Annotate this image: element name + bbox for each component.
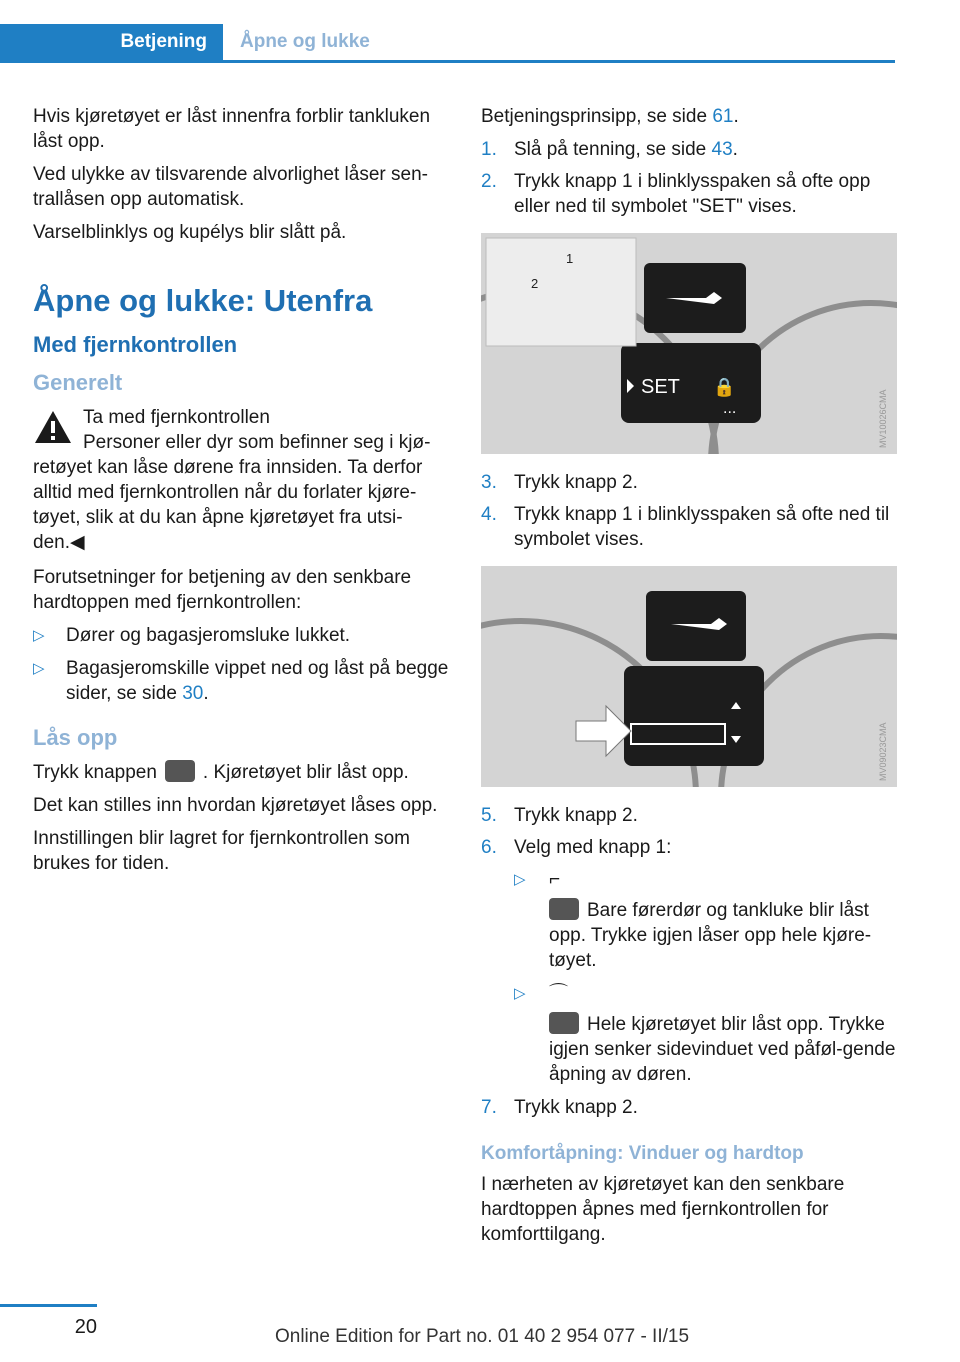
step-item: 7. Trykk knapp 2. bbox=[481, 1097, 638, 1118]
paragraph: Forutsetninger for betjening av den senkbare hardtoppen med fjernkontrollen: bbox=[33, 567, 412, 613]
remote-unlock-icon bbox=[549, 898, 579, 920]
paragraph: Ved ulykke av tilsvarende alvorlighet låser sen‐trallåsen opp automatisk. bbox=[33, 164, 428, 210]
door-symbol-icon: ⌐ bbox=[549, 869, 561, 890]
instrument-cluster-illustration bbox=[481, 233, 897, 454]
svg-text:1: 1 bbox=[566, 251, 574, 266]
car-symbol-icon: ⌒ bbox=[549, 983, 569, 1004]
footer-rule bbox=[0, 1304, 97, 1307]
step-item: 1. Slå på tenning, se side 43. bbox=[481, 139, 738, 160]
step-item: 4. Trykk knapp 1 i blinklysspaken så ofte ned til symbolet vises. bbox=[481, 504, 890, 550]
header-tabbar bbox=[0, 24, 895, 63]
step-item: 3. Trykk knapp 2. bbox=[481, 472, 638, 493]
remote-unlock-icon bbox=[549, 1012, 579, 1034]
step-item: 2. Trykk knapp 1 i blinklysspaken så ofte opp eller ned til symbolet "SET" vises. bbox=[481, 171, 871, 217]
option-driver-door: ▷ ⌐ Bare førerdør og tankluke blir låst opp. Trykke igjen låser opp hele kjøre‐tøyet. bbox=[481, 867, 901, 973]
instrument-cluster-illustration bbox=[481, 566, 897, 787]
bullet-triangle-icon: ▷ bbox=[33, 627, 45, 644]
warning-title: Ta med fjernkontrollen bbox=[83, 407, 270, 428]
figure-unlock-menu bbox=[481, 566, 897, 787]
warning-text: Personer eller dyr som befinner seg i kjø‐ bbox=[83, 432, 431, 453]
tab-apne-og-lukke[interactable]: Åpne og lukke bbox=[240, 31, 370, 52]
subsection-title: Med fjernkontrollen bbox=[33, 332, 238, 357]
list-item: ▷ Bagasjeromskille vippet ned og låst på begge sider, se side 30. bbox=[33, 658, 449, 704]
subheading-las-opp: Lås opp bbox=[33, 725, 118, 750]
footer-edition: Online Edition for Part no. 01 40 2 954 077 - II/15 bbox=[274, 1326, 690, 1347]
paragraph: Det kan stilles inn hvordan kjøretøyet låses opp. bbox=[33, 795, 438, 816]
option-all-doors: ▷ ⌒ Hele kjøretøyet blir låst opp. Trykke igjen senker sidevinduet ved påføl‐gende åpning av døren. bbox=[481, 981, 901, 1087]
warning-box bbox=[33, 405, 453, 555]
subheading-komfort: Komfortåpning: Vinduer og hardtop bbox=[481, 1143, 804, 1164]
svg-text:🔒: 🔒 bbox=[713, 377, 736, 398]
paragraph: Hvis kjøretøyet er låst innenfra forblir tankluken låst opp. bbox=[33, 106, 431, 152]
paragraph: Trykk knappen . Kjøretøyet blir låst opp. bbox=[33, 762, 409, 783]
remote-unlock-icon bbox=[165, 760, 195, 782]
page-number: 20 bbox=[74, 1316, 97, 1338]
section-title: Åpne og lukke: Utenfra bbox=[33, 283, 373, 318]
bullet-triangle-icon: ▷ bbox=[33, 660, 45, 677]
paragraph: I nærheten av kjøretøyet kan den senkbare hardtoppen åpnes med fjernkontrollen for komforttilgang. bbox=[481, 1174, 845, 1245]
subheading-generelt: Generelt bbox=[33, 370, 123, 395]
right-column bbox=[481, 104, 901, 1255]
step-item: 5. Trykk knapp 2. bbox=[481, 805, 638, 826]
page-link[interactable]: 30 bbox=[182, 683, 204, 704]
tab-betjening[interactable]: Betjening bbox=[0, 24, 223, 60]
paragraph: Innstillingen blir lagret for fjernkontrollen som brukes for tiden. bbox=[33, 828, 411, 874]
left-column bbox=[33, 104, 453, 884]
paragraph: Betjeningsprinsipp, se side 61. bbox=[481, 106, 739, 127]
page-link[interactable]: 43 bbox=[711, 139, 733, 160]
paragraph: Varselblinklys og kupélys blir slått på. bbox=[33, 222, 347, 243]
bullet-triangle-icon: ▷ bbox=[514, 871, 526, 888]
figure-set-display bbox=[481, 233, 897, 454]
warning-icon bbox=[33, 409, 73, 445]
warning-text-cont: retøyet kan låse dørene fra innsiden. Ta derfor alltid med fjernkontrollen når du forlater kjøre‐tøyet, slik at du kan åpne kjøretøyet fra utsi‐den.◀ bbox=[33, 457, 423, 553]
svg-text:2: 2 bbox=[531, 276, 539, 291]
svg-text:...: ... bbox=[723, 400, 737, 417]
step-item: 6. Velg med knapp 1: bbox=[481, 837, 672, 858]
list-item: ▷ Dører og bagasjeromsluke lukket. bbox=[33, 625, 351, 646]
page-link[interactable]: 61 bbox=[712, 106, 734, 127]
bullet-triangle-icon: ▷ bbox=[514, 985, 526, 1002]
svg-text:MV09023CMA: MV09023CMA bbox=[878, 722, 888, 781]
set-label: SET bbox=[641, 376, 680, 398]
svg-text:MV10026CMA: MV10026CMA bbox=[878, 389, 888, 448]
